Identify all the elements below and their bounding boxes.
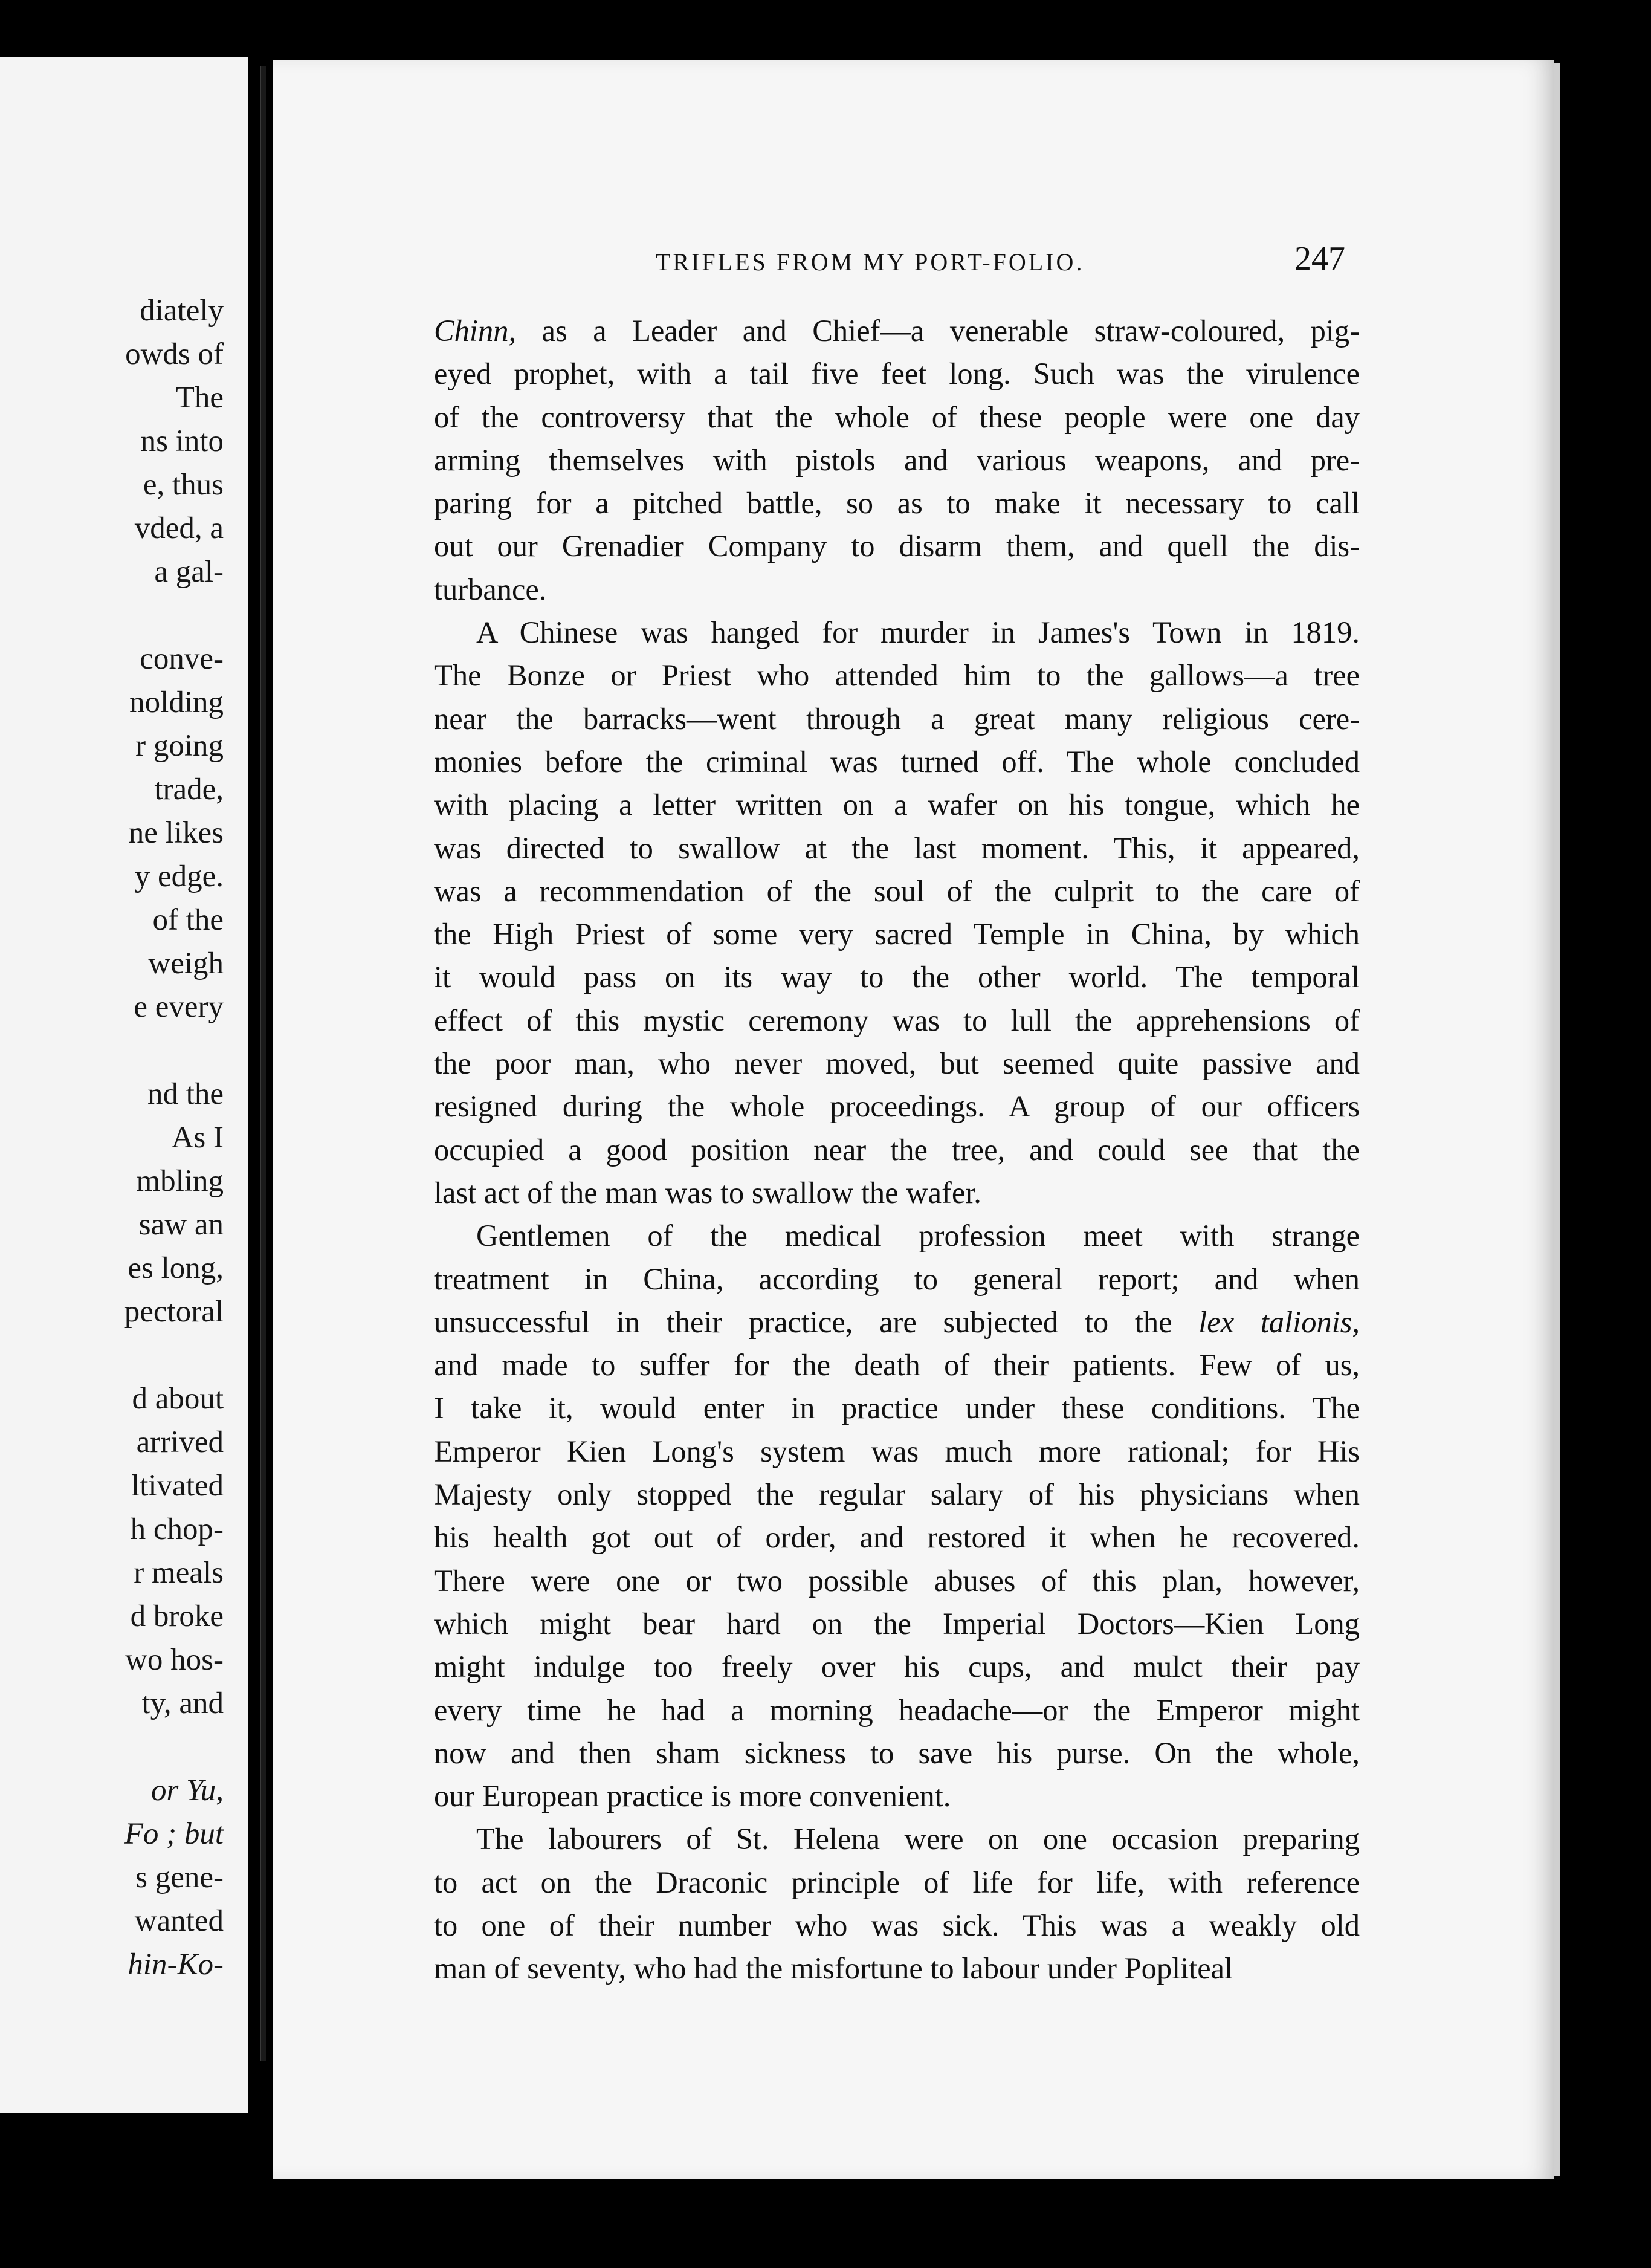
paragraph <box>434 611 1360 1214</box>
facing-page-text-fragment: Fo ; but <box>124 1817 224 1851</box>
text-line <box>434 1430 1360 1473</box>
facing-page-text-fragment: r meals <box>134 1556 224 1590</box>
line-text: which might bear hard on the Imperial Doctors—Kien Long <box>434 1606 1360 1641</box>
facing-page-text-fragment: ns into <box>140 424 224 458</box>
line-text: was directed to swallow at the last moment. This, it appeared, <box>434 831 1360 865</box>
text-line <box>434 1689 1360 1732</box>
text-line <box>434 698 1360 740</box>
facing-page-text-fragment: weigh <box>148 947 224 980</box>
facing-page-text-fragment: owds of <box>125 337 224 371</box>
facing-page-text-fragment: diately <box>140 294 224 328</box>
facing-page-text-fragment: ne likes <box>128 816 224 850</box>
text-line <box>434 439 1360 482</box>
text-line <box>434 352 1360 395</box>
line-text: out our Grenadier Company to disarm them, and quell the dis- <box>434 529 1360 563</box>
line-text: and made to suffer for the death of their patients. Few of us, <box>434 1348 1360 1382</box>
line-text: last act of the man was to swallow the wafer. <box>434 1175 981 1210</box>
text-line <box>434 309 1360 352</box>
facing-page-text-fragment: es long, <box>128 1251 224 1285</box>
line-text: There were one or two possible abuses of this plan, however, <box>434 1563 1360 1598</box>
line-text: near the barracks—went through a great many religious cere- <box>434 701 1360 736</box>
facing-page-text-fragment: ty, and <box>141 1686 224 1720</box>
text-line <box>434 956 1360 999</box>
facing-page-text-fragment: e every <box>134 990 224 1024</box>
facing-page-text-fragment: mbling <box>136 1164 224 1198</box>
facing-page-text-fragment: s gene- <box>135 1861 224 1894</box>
line-text: The labourers of St. Helena were on one occasion preparing <box>476 1822 1360 1856</box>
running-head: TRIFLES FROM MY PORT-FOLIO. <box>656 248 1085 276</box>
text-line <box>434 999 1360 1042</box>
paragraph <box>434 1818 1360 1990</box>
line-text: man of seventy, who had the misfortune to labour under Popliteal <box>434 1951 1233 1986</box>
text-line <box>434 1085 1360 1128</box>
facing-page-text-fragment: r going <box>135 729 224 763</box>
facing-page-text-fragment: The <box>175 381 224 415</box>
line-text: monies before the criminal was turned off. The whole concluded <box>434 744 1360 779</box>
line-text: effect of this mystic ceremony was to lull the apprehensions of <box>434 1003 1360 1037</box>
facing-page-text-fragment: nolding <box>129 685 224 719</box>
line-text: of the controversy that the whole of these people were one day <box>434 400 1360 434</box>
facing-page-text-fragment: conve- <box>140 642 224 676</box>
line-text: to act on the Draconic principle of life for life, with reference <box>434 1865 1360 1899</box>
line-text: as a Leader and Chief—a venerable straw-coloured, pig- <box>516 314 1360 348</box>
facing-page-text-fragment: wanted <box>134 1904 224 1938</box>
line-text: occupied a good position near the tree, and could see that the <box>434 1132 1360 1167</box>
facing-page-text-fragment: wo hos- <box>125 1643 224 1677</box>
text-line <box>434 525 1360 568</box>
facing-page-text-fragment: of the <box>152 903 224 937</box>
binding-thread <box>260 66 266 2061</box>
text-line <box>434 568 1360 611</box>
text-line <box>434 1818 1360 1861</box>
text-line <box>434 1473 1360 1516</box>
text-line <box>434 1516 1360 1559</box>
paragraph <box>434 309 1360 611</box>
line-text: A Chinese was hanged for murder in James's Town in 1819. <box>476 615 1360 650</box>
text-line <box>434 740 1360 783</box>
page-number: 247 <box>1294 240 1345 277</box>
line-text: our European practice is more convenient. <box>434 1779 951 1813</box>
text-line <box>434 1732 1360 1775</box>
text-line <box>434 482 1360 525</box>
italic-phrase: lex talionis, <box>1198 1304 1360 1339</box>
text-line <box>434 1560 1360 1602</box>
facing-page-text-fragment: h chop- <box>130 1512 224 1546</box>
line-text: Gentlemen of the medical profession meet with strange <box>476 1219 1360 1253</box>
body-text <box>434 309 1360 1991</box>
line-text: every time he had a morning headache—or the Emperor might <box>434 1693 1360 1727</box>
text-line <box>434 913 1360 956</box>
line-text: the High Priest of some very sacred Temple in China, by which <box>434 917 1360 951</box>
facing-page-fragment <box>0 57 248 2113</box>
line-text: might indulge too freely over his cups, and mulct their pay <box>434 1650 1360 1684</box>
line-text: was a recommendation of the soul of the culprit to the care of <box>434 873 1360 908</box>
text-line <box>434 1301 1360 1344</box>
line-text: unsuccessful in their practice, are subjected to the <box>434 1304 1199 1339</box>
facing-page-text-fragment: d about <box>132 1382 224 1416</box>
text-line <box>434 783 1360 826</box>
facing-page-text-fragment: nd the <box>147 1077 224 1111</box>
text-line <box>434 1904 1360 1947</box>
text-line <box>434 1645 1360 1688</box>
page-edge <box>1554 63 1560 2176</box>
text-line <box>434 1171 1360 1214</box>
line-text: now and then sham sickness to save his purse. On the whole, <box>434 1735 1360 1770</box>
text-line <box>434 1602 1360 1645</box>
line-text: it would pass on its way to the other world. The temporal <box>434 960 1360 994</box>
text-line <box>434 1947 1360 1990</box>
facing-page-text-fragment: pectoral <box>124 1295 224 1329</box>
facing-page-text-fragment: y edge. <box>134 860 224 893</box>
facing-page-text-fragment: e, thus <box>143 468 224 502</box>
line-text: I take it, would enter in practice under these conditions. The <box>434 1391 1360 1425</box>
text-line <box>434 1344 1360 1387</box>
line-text: to one of their number who was sick. This was a weakly old <box>434 1908 1360 1942</box>
paragraph <box>434 1214 1360 1818</box>
facing-page-text-fragment: d broke <box>130 1599 224 1633</box>
line-text: turbance. <box>434 572 547 606</box>
facing-page-text-fragment: vded, a <box>134 511 224 545</box>
line-text: eyed prophet, with a tail five feet long. Such was the virulence <box>434 357 1360 391</box>
text-line <box>434 396 1360 439</box>
facing-page-text-fragment: As I <box>171 1121 224 1155</box>
line-text: The Bonze or Priest who attended him to the gallows—a tree <box>434 658 1360 693</box>
text-line <box>434 1129 1360 1171</box>
italic-word: Chinn, <box>434 314 517 348</box>
text-line <box>434 611 1360 654</box>
line-text: the poor man, who never moved, but seemed quite passive and <box>434 1046 1360 1081</box>
text-line <box>434 654 1360 697</box>
text-line <box>434 1387 1360 1430</box>
line-text: his health got out of order, and restored it when he recovered. <box>434 1520 1360 1555</box>
line-text: paring for a pitched battle, so as to make it necessary to call <box>434 486 1360 520</box>
text-line <box>434 1775 1360 1818</box>
text-line <box>434 1042 1360 1085</box>
line-text: Emperor Kien Long's system was much more rational; for His <box>434 1434 1360 1468</box>
text-line <box>434 1861 1360 1904</box>
line-text: arming themselves with pistols and various weapons, and pre- <box>434 442 1360 477</box>
line-text: Majesty only stopped the regular salary of his physicians when <box>434 1477 1360 1512</box>
line-text: resigned during the whole proceedings. A group of our officers <box>434 1089 1360 1124</box>
facing-page-text-fragment: a gal- <box>154 555 224 589</box>
facing-page-text-fragment: trade, <box>154 773 224 806</box>
line-text: treatment in China, according to general report; and when <box>434 1262 1360 1296</box>
text-line <box>434 1214 1360 1257</box>
text-line <box>434 1258 1360 1301</box>
facing-page-text-fragment: or Yu, <box>150 1774 224 1807</box>
facing-page-text-fragment: hin-Ko- <box>128 1948 224 1981</box>
text-line <box>434 827 1360 870</box>
line-text: with placing a letter written on a wafer on his tongue, which he <box>434 788 1360 822</box>
facing-page-text-fragment: arrived <box>136 1425 224 1459</box>
text-line <box>434 870 1360 913</box>
facing-page-text-fragment: ltivated <box>131 1469 224 1503</box>
facing-page-text-fragment: saw an <box>138 1208 224 1242</box>
